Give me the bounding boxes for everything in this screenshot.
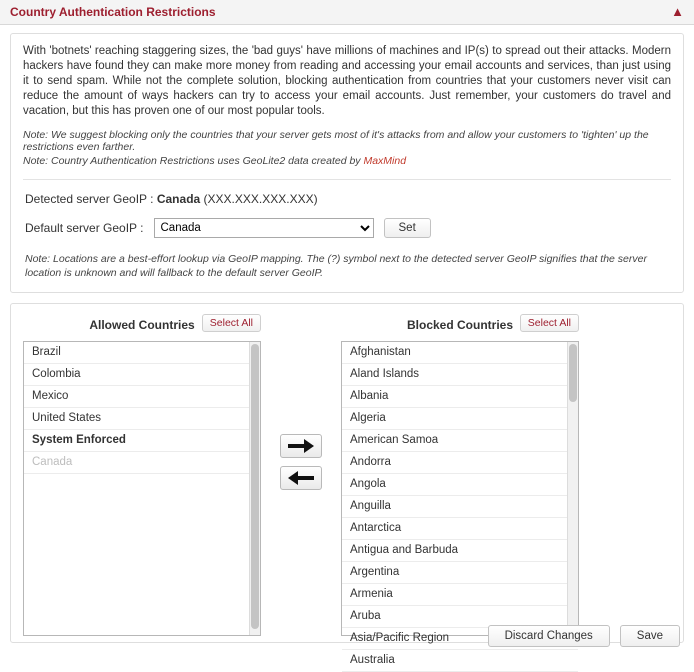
info-box xyxy=(10,33,684,293)
note-geolite-text: Note: Country Authentication Restrictions uses GeoLite2 data created by xyxy=(23,155,364,167)
allowed-select-all-button[interactable]: Select All xyxy=(202,314,261,332)
blocked-select-all-button[interactable]: Select All xyxy=(520,314,579,332)
blocked-scroll-thumb[interactable] xyxy=(569,344,577,402)
discard-changes-button[interactable]: Discard Changes xyxy=(488,625,610,647)
list-item: System Enforced xyxy=(24,430,260,452)
allowed-countries-title: Allowed Countries xyxy=(89,318,195,332)
list-item[interactable]: Angola xyxy=(342,474,578,496)
transfer-buttons xyxy=(261,314,341,490)
list-item[interactable]: Albania xyxy=(342,386,578,408)
save-button[interactable]: Save xyxy=(620,625,680,647)
allowed-scrollbar[interactable] xyxy=(249,342,260,635)
list-item[interactable]: Australia xyxy=(342,650,578,672)
intro-paragraph: With 'botnets' reaching staggering sizes, the 'bad guys' have millions of machines and IP(s) to spread out their attacks. Modern hackers have found they can make more money from reading and accessing your email accounts and services, than just using it to send spam. While not the complete solution, blocking authentication from countries that your customers never visit can reduce the amount of ways hackers can try to access your email accounts. Just remember, your customers do travel and vacation, but this has proven one of our most popular tools. xyxy=(23,45,671,117)
country-lists-box xyxy=(10,303,684,666)
divider xyxy=(23,179,671,180)
note-geolite xyxy=(23,155,671,167)
allowed-countries-header xyxy=(23,314,261,336)
list-item[interactable]: Anguilla xyxy=(342,496,578,518)
allowed-countries-column xyxy=(23,314,261,636)
arrow-right-icon xyxy=(288,439,314,453)
arrow-left-icon xyxy=(288,471,314,485)
chevron-up-icon[interactable]: ▲ xyxy=(671,4,684,19)
list-item[interactable]: Antarctica xyxy=(342,518,578,540)
default-geoip-select[interactable] xyxy=(154,218,374,238)
detected-geoip-row xyxy=(25,192,671,206)
list-item[interactable]: Argentina xyxy=(342,562,578,584)
move-right-button[interactable] xyxy=(280,434,322,458)
list-item[interactable]: Colombia xyxy=(24,364,260,386)
allowed-countries-items xyxy=(24,342,260,635)
set-button[interactable]: Set xyxy=(384,218,431,238)
panel-body xyxy=(0,25,694,666)
list-item[interactable]: American Samoa xyxy=(342,430,578,452)
detected-geoip-ip: (XXX.XXX.XXX.XXX) xyxy=(200,192,318,206)
default-geoip-label: Default server GeoIP : xyxy=(25,221,144,235)
list-item[interactable]: Armenia xyxy=(342,584,578,606)
list-item[interactable]: Andorra xyxy=(342,452,578,474)
country-lists-row xyxy=(23,314,671,666)
panel-header xyxy=(0,0,694,25)
detected-geoip-value: Canada xyxy=(156,192,201,206)
list-item[interactable]: Aland Islands xyxy=(342,364,578,386)
page-title: Country Authentication Restrictions xyxy=(10,5,216,19)
list-item: Canada xyxy=(24,452,260,474)
list-item[interactable]: Brazil xyxy=(24,342,260,364)
detected-geoip-label: Detected server GeoIP : xyxy=(25,192,157,206)
list-item[interactable]: Asia/Pacific Region xyxy=(342,628,578,650)
default-geoip-row xyxy=(25,218,671,238)
footer-actions xyxy=(488,625,680,647)
blocked-scrollbar[interactable] xyxy=(567,342,578,635)
list-item[interactable]: Algeria xyxy=(342,408,578,430)
allowed-scroll-thumb[interactable] xyxy=(251,344,259,629)
list-item[interactable]: Afghanistan xyxy=(342,342,578,364)
note-suggestion: Note: We suggest blocking only the countries that your server gets most of it's attacks from and allow your customers to 'tighten' up the restrictions even farther. xyxy=(23,129,649,153)
list-item[interactable]: Mexico xyxy=(24,386,260,408)
blocked-countries-header xyxy=(341,314,579,336)
allowed-countries-listbox[interactable] xyxy=(23,341,261,636)
blocked-countries-title: Blocked Countries xyxy=(406,318,514,332)
list-item[interactable]: Antigua and Barbuda xyxy=(342,540,578,562)
move-left-button[interactable] xyxy=(280,466,322,490)
list-item[interactable]: Aruba xyxy=(342,606,578,628)
maxmind-link[interactable]: MaxMind xyxy=(363,155,407,167)
list-item[interactable]: United States xyxy=(24,408,260,430)
geoip-footnote: Note: Locations are a best-effort lookup via GeoIP mapping. The (?) symbol next to the detected server GeoIP signifies that the server location is unknown and will fallback to the default server GeoIP. xyxy=(25,253,647,279)
